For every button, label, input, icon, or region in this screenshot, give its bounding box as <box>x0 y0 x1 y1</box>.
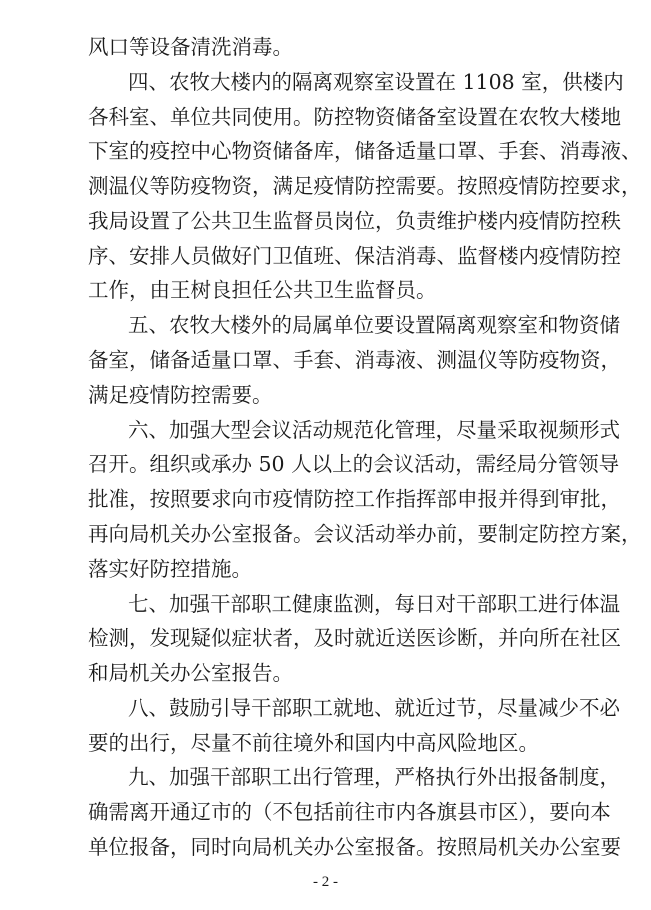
paragraph-4-start: 四、农牧大楼内的隔离观察室设置在 1108 室，供楼内 <box>128 69 624 94</box>
text-line: 召开。组织或承办 50 人以上的会议活动，需经局分管领导 <box>88 452 620 477</box>
paragraph-5-start: 五、农牧大楼外的局属单位要设置隔离观察室和物资储 <box>128 313 620 338</box>
text-line: 风口等设备清洗消毒。 <box>88 35 293 59</box>
text-line: 和局机关办公室报告。 <box>88 661 293 686</box>
text-line: 满足疫情防控需要。 <box>88 382 273 407</box>
text-line: 序、安排人员做好门卫值班、保洁消毒、监督楼内疫情防控 <box>88 243 621 268</box>
text-line: 我局设置了公共卫生监督员岗位，负责维护楼内疫情防控秩 <box>88 208 621 233</box>
text-line: 要的出行，尽量不前往境外和国内中高风险地区。 <box>88 730 539 755</box>
text-line: 各科室、单位共同使用。防控物资储备室设置在农牧大楼地 <box>88 104 621 129</box>
text-line: 单位报备，同时向局机关办公室报备。按照局机关办公室要 <box>88 835 621 859</box>
text-line: 工作，由王树良担任公共卫生监督员。 <box>88 278 437 303</box>
paragraph-7-start: 七、加强干部职工健康监测，每日对干部职工进行体温 <box>128 591 620 616</box>
text-line: 落实好防控措施。 <box>88 556 252 581</box>
page-number: - 2 - <box>313 874 338 890</box>
paragraph-8-start: 八、鼓励引导干部职工就地、就近过节，尽量减少不必 <box>128 695 620 720</box>
text-line: 检测，发现疑似症状者，及时就近送医诊断，并向所在社区 <box>88 626 621 651</box>
text-line: 测温仪等防疫物资，满足疫情防控需要。按照疫情防控要求， <box>88 174 642 199</box>
text-line: 备室，储备适量口罩、手套、消毒液、测温仪等防疫物资， <box>88 348 621 373</box>
text-line: 批准，按照要求向市疫情防控工作指挥部申报并得到审批， <box>88 487 621 512</box>
paragraph-6-start: 六、加强大型会议活动规范化管理，尽量采取视频形式 <box>128 417 620 442</box>
text-line: 确需离开通辽市的（不包括前往市内各旗县市区），要向本 <box>88 800 611 825</box>
text-line: 再向局机关办公室报备。会议活动举办前，要制定防控方案， <box>88 521 642 546</box>
text-line: 下室的疫控中心物资储备库，储备适量口罩、手套、消毒液、 <box>88 139 642 164</box>
paragraph-9-start: 九、加强干部职工出行管理，严格执行外出报备制度， <box>128 765 620 790</box>
